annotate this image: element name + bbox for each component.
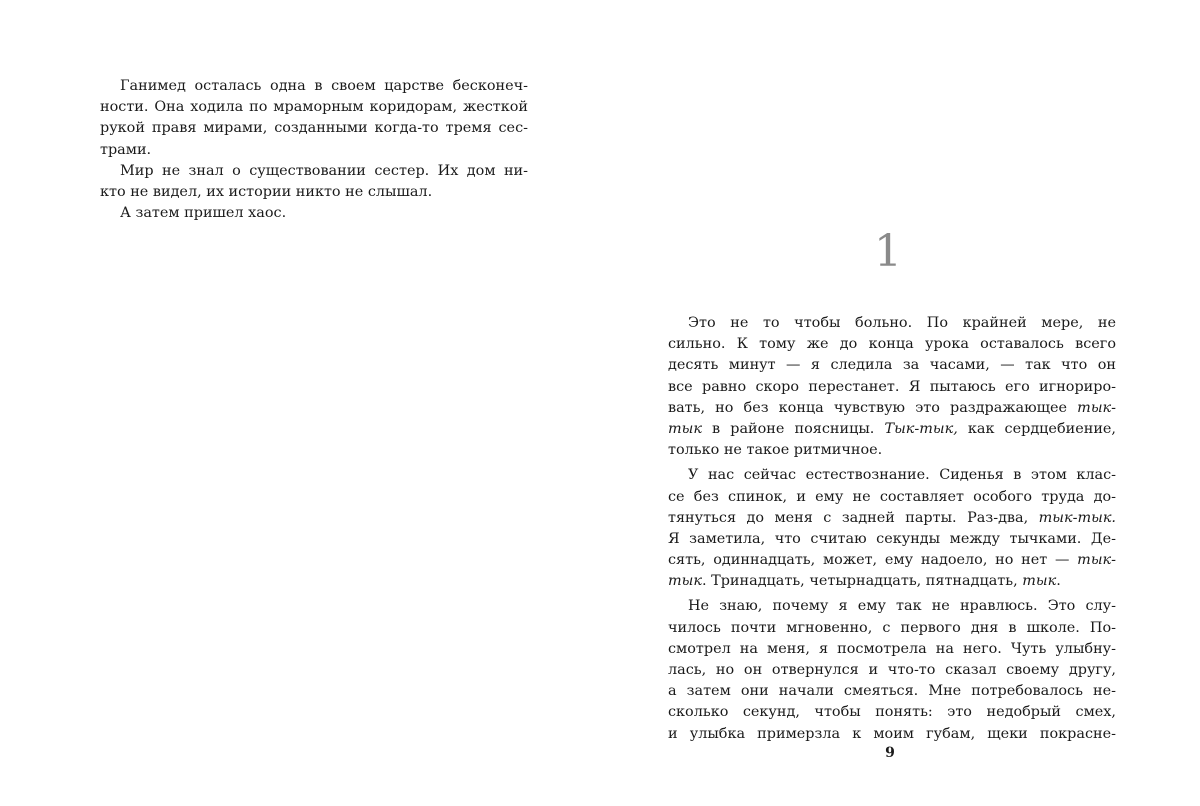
italic-text: тык — [668, 573, 702, 590]
italic-text: тык-тык. — [1038, 509, 1116, 526]
text-segment: сять, одиннадцать, может, ему надоело, но нет — — [668, 552, 1078, 569]
text-segment: десять минут — я следила за часами, — так что он — [668, 357, 1116, 374]
text-line — [668, 596, 1116, 617]
text-line: трами. — [100, 141, 152, 158]
text-segment: смотрел на меня, я посмотрела на него. Чуть улыбну- — [668, 640, 1116, 657]
text-line: рукой правя мирами, созданными когда-то тремя сес- — [100, 120, 528, 137]
page-number: 9 — [885, 745, 895, 761]
italic-text: тык — [1022, 573, 1057, 590]
paragraph — [100, 76, 528, 161]
italic-text: тык — [668, 420, 702, 437]
text-line — [668, 419, 1116, 440]
text-segment: Это не то чтобы больно. По крайней мере, не — [688, 315, 1116, 331]
paragraph — [100, 161, 528, 203]
text-segment: вать, но без конца чувствую это раздражающее — [668, 399, 1078, 416]
text-segment: . Тринадцать, четырнадцать, пятнадцать, — [701, 573, 1023, 590]
text-line: Ганимед осталась одна в своем царстве бесконеч- — [120, 78, 528, 94]
text-segment: . — [1056, 573, 1061, 590]
text-line: Мир не знал о существовании сестер. Их дом ни- — [120, 162, 528, 179]
left-page-text — [100, 76, 528, 224]
right-page — [600, 0, 1200, 806]
text-line — [668, 334, 1116, 355]
italic-text: тык- — [1077, 552, 1116, 569]
text-segment: сколько секунд, чтобы понять: это недобрый смех, — [668, 704, 1116, 721]
text-line — [668, 681, 1116, 702]
text-line — [668, 639, 1116, 660]
text-line — [668, 508, 1116, 529]
text-segment: только не такое ритмичное. — [668, 442, 883, 459]
text-line — [668, 618, 1116, 639]
text-line — [668, 487, 1116, 508]
paragraph — [668, 596, 1116, 744]
text-segment: все равно скоро перестанет. Я пытаюсь его игнориро- — [668, 378, 1116, 395]
italic-text: Тык-тык, — [884, 420, 958, 437]
text-line — [668, 529, 1116, 550]
text-line — [668, 724, 1116, 745]
text-segment: У нас сейчас естествознание. Сиденья в этом клас- — [688, 467, 1116, 484]
right-page-text — [668, 313, 1116, 745]
text-line — [668, 660, 1116, 681]
text-segment: а затем они начали смеяться. Мне потребовалось не- — [668, 683, 1116, 700]
text-line — [668, 702, 1116, 723]
text-line — [668, 571, 1116, 592]
text-segment: Я заметила, что считаю секунды между тычками. Де- — [668, 530, 1116, 547]
text-segment: и улыбка примерзла к моим губам, щеки покрасне- — [668, 725, 1116, 742]
text-segment: се без спинок, и ему не составляет особого труда до- — [668, 488, 1116, 505]
text-line: А затем пришел хаос. — [120, 205, 287, 222]
text-segment: сильно. К тому же до конца урока оставалось всего — [668, 336, 1116, 353]
text-segment: в районе поясницы. — [701, 420, 885, 437]
text-line — [668, 440, 1116, 461]
paragraph — [100, 203, 528, 224]
text-line — [668, 465, 1116, 486]
text-line — [668, 313, 1116, 334]
text-line: кто не видел, их истории никто не слышал. — [100, 183, 433, 200]
text-line — [668, 550, 1116, 571]
text-line — [668, 377, 1116, 398]
text-line: ности. Она ходила по мраморным коридорам, жесткой — [100, 99, 528, 116]
text-segment: тянуться до меня с задней парты. Раз-два, — [668, 509, 1039, 526]
paragraph — [668, 313, 1116, 461]
italic-text: тык- — [1077, 399, 1116, 416]
chapter-number: 1 — [874, 226, 902, 277]
text-line — [668, 355, 1116, 376]
text-line — [668, 398, 1116, 419]
text-segment: Не знаю, почему я ему так не нравлюсь. Это слу- — [688, 598, 1116, 615]
paragraph — [668, 465, 1116, 592]
text-segment: как сердцебиение, — [957, 420, 1116, 437]
text-segment: лась, но он отвернулся и что-то сказал своему другу, — [668, 662, 1116, 678]
text-segment: чилось почти мгновенно, с первого дня в школе. По- — [668, 619, 1116, 636]
